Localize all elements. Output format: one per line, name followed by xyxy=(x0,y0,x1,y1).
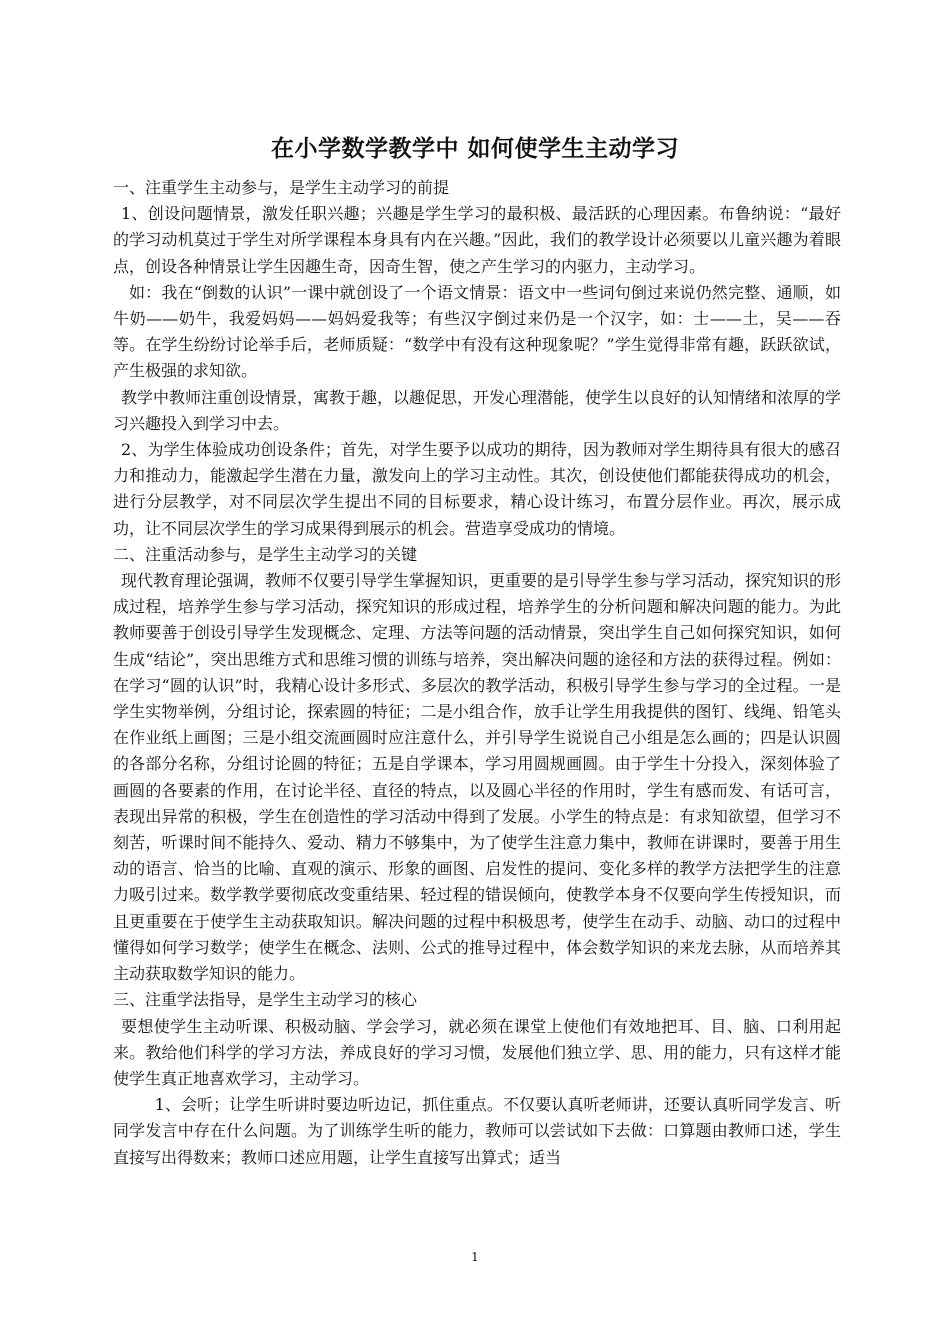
document-body xyxy=(113,175,841,1171)
paragraph: 如：我在“倒数的认识”一课中就创设了一个语文情景：语文中一些词句倒过来说仍然完整、通顺，如牛奶——奶牛，我爱妈妈——妈妈爱我等；有些汉字倒过来仍是一个汉字，如：士——土，吴——吞等。在学生纷纷讨论举手后，老师质疑：“数学中有没有这种现象呢？”学生觉得非常有趣，跃跃欲试，产生极强的求知欲。 xyxy=(113,282,841,381)
paragraph: 1、会听；让学生听讲时要边听边记，抓住重点。不仅要认真听老师讲，还要认真听同学发言、听同学发言中存在什么问题。为了训练学生听的能力，教师可以尝试如下去做：口算题由教师口述，学生直接写出得数来；教师口述应用题，让学生直接写出算式；适当 xyxy=(113,1095,841,1167)
section-heading-1: 一、注重学生主动参与，是学生主动学习的前提 xyxy=(113,178,450,197)
paragraph: 现代教育理论强调，教师不仅要引导学生掌握知识，更重要的是引导学生参与学习活动，探究知识的形成过程，培养学生参与学习活动，探究知识的形成过程，培养学生的分析问题和解决问题的能力。为此教师要善于创设引导学生发现概念、定理、方法等问题的活动情景，突出学生自己如何探究知识，如何生成“结论”，突出思维方式和思维习惯的训练与培养，突出解决问题的途径和方法的获得过程。例如：在学习“圆的认识”时，我精心设计多形式、多层次的教学活动，积极引导学生参与学习的全过程。一是学生实物举例，分组讨论，探索圆的特征；二是小组合作，放手让学生用我提供的图钉、线绳、铅笔头在作业纸上画图；三是小组交流画圆时应注意什么，并引导学生说说自己小组是怎么画的；四是认识圆的各部分名称，分组讨论圆的特征；五是自学课本，学习用圆规画圆。由于学生十分投入，深刻体验了画圆的各要素的作用，在讨论半径、直径的特点，以及圆心半径的作用时，学生有感而发、有话可言，表现出异常的积极，学生在创造性的学习活动中得到了发展。小学生的特点是：有求知欲望，但学习不刻苦，听课时间不能持久、爱动、精力不够集中，为了使学生注意力集中，教师在讲课时，要善于用生动的语言、恰当的比喻、直观的演示、形象的画图、启发性的提问、变化多样的教学方法把学生的注意力吸引过来。数学教学要彻底改变重结果、轻过程的错误倾向，使教学本身不仅要向学生传授知识，而且更重要在于使学生主动获取知识。解决问题的过程中积极思考，使学生在动手、动脑、动口的过程中懂得如何学习数学；使学生在概念、法则、公式的推导过程中，体会数学知识的来龙去脉，从而培养其主动获取数学知识的能力。 xyxy=(113,571,842,984)
document-title: 在小学数学教学中 如何使学生主动学习 xyxy=(270,135,679,162)
paragraph: 1、创设问题情景，激发任职兴趣；兴趣是学生学习的最积极、最活跃的心理因素。布鲁纳说：“最好的学习动机莫过于学生对所学课程本身具有内在兴趣。”因此，我们的教学设计必须要以儿童兴趣为着眼点，创设各种情景让学生因趣生奇，因奇生智，使之产生学习的内驱力，主动学习。 xyxy=(113,204,841,276)
paragraph: 教学中教师注重创设情景，寓教于趣，以趣促思，开发心理潜能，使学生以良好的认知情绪和浓厚的学习兴趣投入到学习中去。 xyxy=(113,387,842,433)
page-number: 1 xyxy=(471,1250,479,1264)
paragraph: 要想使学生主动听课、积极动脑、学会学习，就必须在课堂上使他们有效地把耳、目、脑、口利用起来。教给他们科学的学习方法，养成良好的学习习惯，发展他们独立学、思、用的能力，只有这样才能使学生真正地喜欢学习，主动学习。 xyxy=(113,1016,841,1088)
section-heading-2: 二、注重活动参与，是学生主动学习的关键 xyxy=(113,544,418,564)
section-heading-3: 三、注重学法指导，是学生主动学习的核心 xyxy=(113,990,418,1010)
paragraph: 2、为学生体验成功创设条件；首先，对学生要予以成功的期待，因为教师对学生期待具有很大的感召力和推动力，能激起学生潜在力量，激发向上的学习主动性。其次，创设使他们都能获得成功的机会，进行分层教学，对不同层次学生提出不同的目标要求，精心设计练习，布置分层作业。再次，展示成功，让不同层次学生的学习成果得到展示的机会。营造享受成功的情境。 xyxy=(113,440,841,538)
